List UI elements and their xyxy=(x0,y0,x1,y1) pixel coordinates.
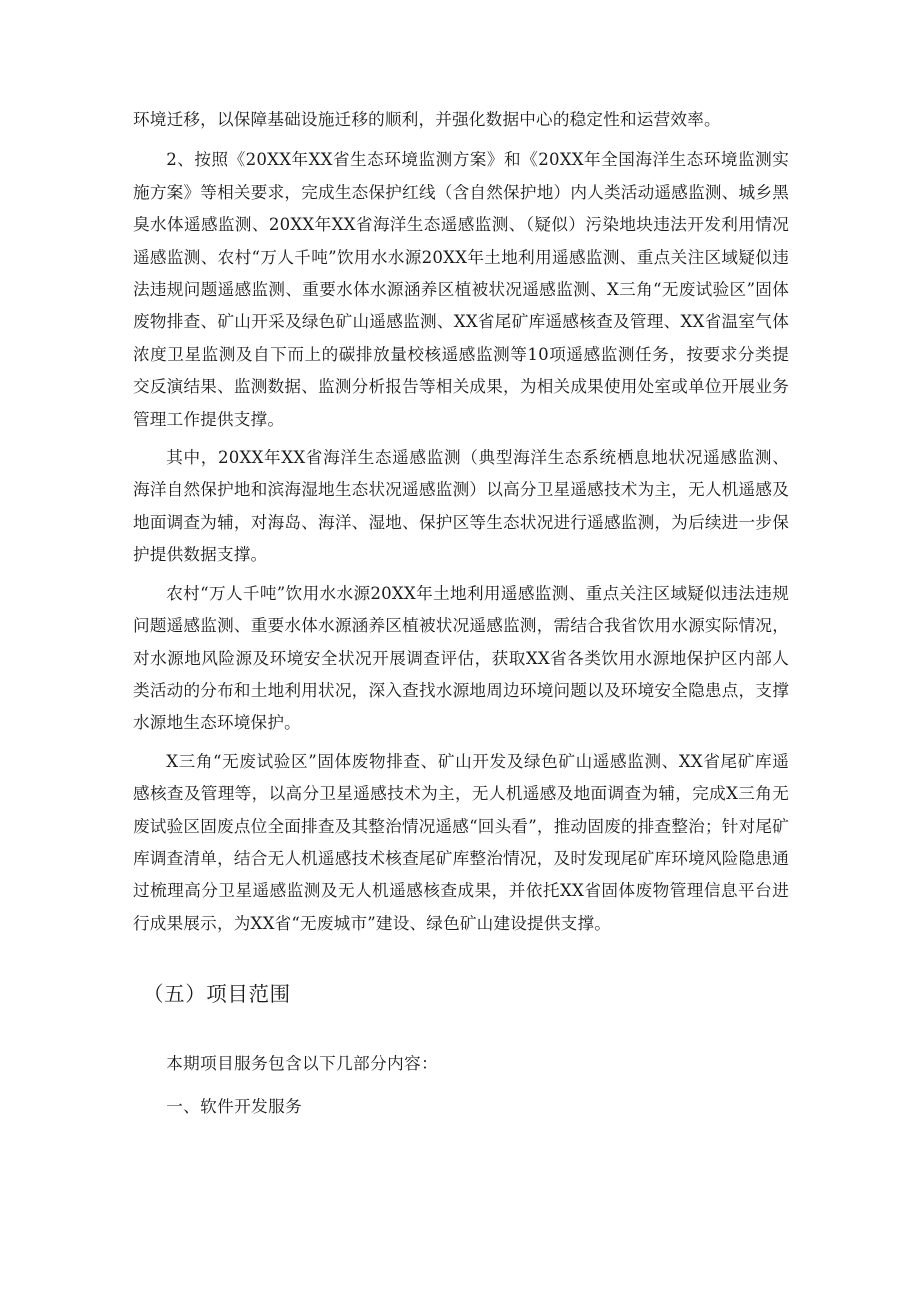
paragraph-monitoring-tasks: 2、按照《20XX年XX省生态环境监测方案》和《20XX年全国海洋生态环境监测实施方案》等相关要求，完成生态保护红线（含自然保护地）内人类活动遥感监测、城乡黑臭水体遥感监测、20XX年XX省海洋生态遥感监测、（疑似）污染地块违法开发利用情况遥感监测、农村“万人千吨”饮用水水源20XX年土地利用遥感监测、重点关注区域疑似违法违规问题遥感监测、重要水体水源涵养区植被状况遥感监测、X三角“无废试验区”固体废物排查、矿山开采及绿色矿山遥感监测、XX省尾矿库遥感核查及管理、XX省温室气体浓度卫星监测及自下而上的碳排放量校核遥感监测等10项遥感监测任务，按要求分类提交反演结果、监测数据、监测分析报告等相关成果，为相关成果使用处室或单位开展业务管理工作提供支撑。 xyxy=(133,150,789,429)
paragraph-continuation: 环境迁移，以保障基础设施迁移的顺利，并强化数据中心的稳定性和运营效率。 xyxy=(133,110,721,129)
scope-item-software-dev: 一、软件开发服务 xyxy=(166,1096,303,1116)
document-body xyxy=(133,104,789,1123)
paragraph-water-source: 农村“万人千吨”饮用水水源20XX年土地利用遥感监测、重点关注区域疑似违法违规问题遥感监测、重要水体水源涵养区植被状况遥感监测，需结合我省饮用水源实际情况，对水源地风险源及环境安全状况开展调查评估，获取XX省各类饮用水源地保护区内部人类活动的分布和土地利用状况，深入查找水源地周边环境问题以及环境安全隐患点，支撑水源地生态环境保护。 xyxy=(133,583,789,733)
section-heading: （五）项目范围 xyxy=(143,982,291,1007)
paragraph-marine-monitoring: 其中，20XX年XX省海洋生态遥感监测（典型海洋生态系统栖息地状况遥感监测、海洋自然保护地和滨海湿地生态状况遥感监测）以高分卫星遥感技术为主，无人机遥感及地面调查为辅，对海岛、海洋、湿地、保护区等生态状况进行遥感监测，为后续进一步保护提供数据支撑。 xyxy=(133,448,789,565)
scope-intro: 本期项目服务包含以下几部分内容： xyxy=(166,1054,439,1074)
paragraph-solid-waste: X三角“无废试验区”固体废物排查、矿山开发及绿色矿山遥感监测、XX省尾矿库遥感核查及管理等，以高分卫星遥感技术为主，无人机遥感及地面调查为辅，完成X三角无废试验区固废点位全面排查及其整治情况遥感“回头看”，推动固废的排查整治；针对尾矿库调查清单，结合无人机遥感技术核查尾矿库整治情况，及时发现尾矿库环境风险隐患通过梳理高分卫星遥感监测及无人机遥感核查成果，并依托XX省固体废物管理信息平台进行成果展示，为XX省“无废城市”建设、绿色矿山建设提供支撑。 xyxy=(133,751,789,933)
